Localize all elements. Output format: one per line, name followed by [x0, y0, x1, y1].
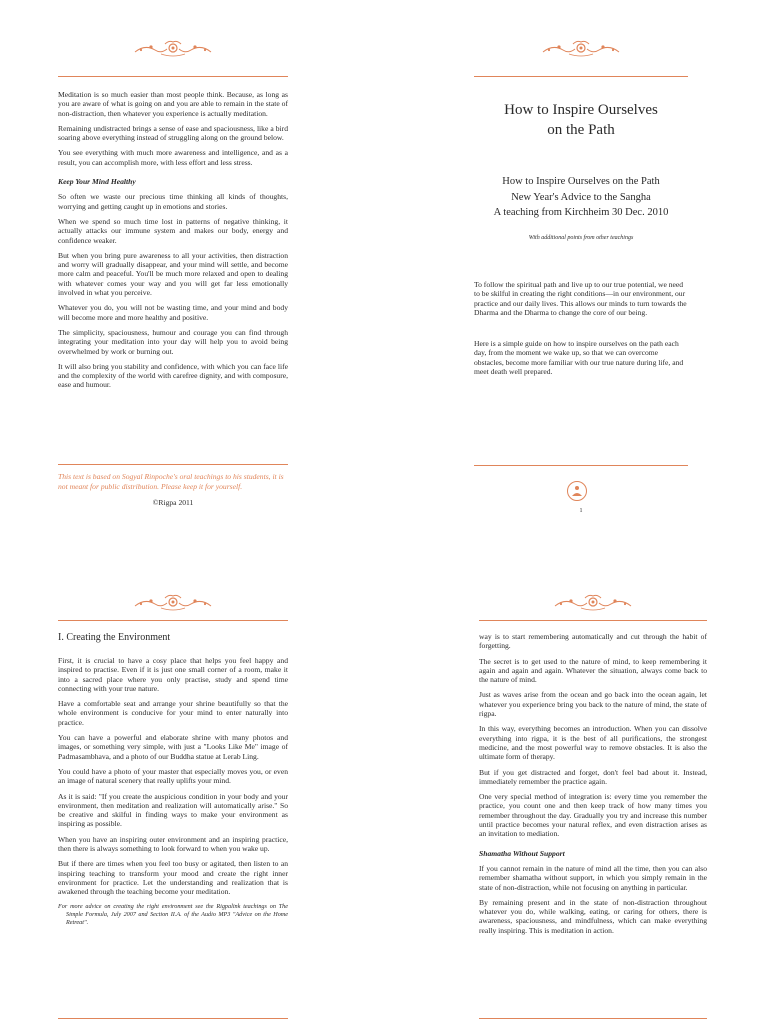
page-title [474, 100, 688, 140]
rigpa-logo-icon [567, 481, 587, 501]
section-heading: Shamatha Without Support [479, 848, 565, 858]
paragraph: The secret is to get used to the nature of mind, to keep remembering it again and again and again. Whatever the situation, always come back to the nature of mind. [479, 656, 707, 685]
page-4-body [479, 632, 707, 941]
paragraph: Meditation is so much easier than most people think. Because, as long as you are aware of what is going on and you are able to remain in the state of non-distraction, then whatever you experience is actually meditation. [58, 90, 288, 118]
divider [479, 1018, 707, 1019]
page-1-body [58, 90, 288, 396]
divider [474, 465, 688, 466]
paragraph: way is to start remembering automatically and cut through the habit of forgetting. [479, 632, 707, 651]
paragraph: One very special method of integration is: every time you remember the practice, you count one and then keep track of how many times you remember throughout the day. Gradually you try and increase this number until practice becomes your natural reflex, and even distraction arises as an invitation to mediation. [479, 792, 707, 839]
paragraph: But if there are times when you feel too busy or agitated, then listen to an inspiring teaching to transform your mood and create the right inner environment for practice. Let the understanding and realization that is awakened through the teaching become your meditation. [58, 859, 288, 897]
ornament-icon [474, 38, 688, 62]
intro-block [474, 280, 688, 398]
paragraph: So often we waste our precious time thinking all kinds of thoughts, worrying and getting caught up in emotions and stories. [58, 192, 288, 211]
divider [479, 620, 707, 621]
paragraph: To follow the spiritual path and live up to our true potential, we need to be skilful in creating the right conditions—in our environment, our practice and our daily lives. This allows our minds to turn towards the Dharma and the Dharma to change the core of our being. [474, 280, 687, 317]
paragraph: You see everything with much more awareness and intelligence, and as a result, you can accomplish more, with less effort and less stress. [58, 148, 288, 167]
subtitle-line: A teaching from Kirchheim 30 Dec. 2010 [493, 207, 669, 218]
title-line: on the Path [547, 122, 615, 138]
paragraph: When we spend so much time lost in patterns of negative thinking, it actually attacks our immune system and makes our body, energy and confidence weaker. [58, 216, 288, 245]
footnote-text: For more advice on creating the right environment see the Rigpalink teachings on The Simple Formula, July 2007 and Section II.A. of the Audio MP3 "Advice on the Home Retreat". [58, 902, 288, 926]
subtitle-line: New Year's Advice to the Sangha [511, 191, 651, 203]
paragraph: Remaining undistracted brings a sense of ease and spaciousness, like a bird soaring above everything instead of struggling along on the ground below. [58, 123, 288, 143]
copyright: ©Rigpa 2011 [152, 498, 194, 507]
paragraph: The simplicity, spaciousness, humour and courage you can find through integrating your meditation into your day will help you to avoid being overwhelmed by work or burning out. [58, 327, 288, 356]
paragraph: Just as waves arise from the ocean and go back into the ocean again, let whatever you experience bring you back to the nature of mind, the state of rigpa. [479, 690, 707, 719]
paragraph: Have a comfortable seat and arrange your shrine beautifully so that the whole environment is conducive for your mind to enter naturally into practice. [58, 699, 288, 727]
paragraph: If you cannot remain in the nature of mind all the time, then you can also remember shamatha without support, in which you simply remain in the state of non-distraction, while not focusing on anything in particular. [479, 863, 707, 892]
paragraph: In this way, everything becomes an introduction. When you can dissolve everything into rigpa, it is the best of all purifications, the strongest medicine, and the most powerful way to remove obstacles. It is also the ultimate form of therapy. [479, 724, 707, 762]
paragraph: First, it is crucial to have a cosy place that helps you feel happy and inspired to practise. Even if it is just one small corner of a room, make it into a sacred place where you only practise, study and spend time connecting with your true nature. [58, 656, 288, 693]
ornament-icon [58, 38, 288, 62]
paragraph: Here is a simple guide on how to inspire ourselves on the path each day, from the moment we wake up, so that we can overcome obstacles, become more familiar with our true nature during life, and meet death well prepared. [474, 339, 684, 377]
paragraph: As it is said: "If you create the auspicious condition in your body and your environment, then meditation and realization will automatically arise." So be creative and skilful in finding ways to make your environment as inspiring as possible. [58, 791, 288, 829]
divider [474, 76, 688, 77]
footnote [58, 902, 288, 927]
page-3-body [58, 656, 288, 927]
paragraph: You can have a powerful and elaborate shrine with many photos and images, or something very simple, with just a "Looks Like Me" image of Padmasambhava, and a photo of our Buddha statue at Lerab Ling. [58, 733, 288, 761]
section-title: I. Creating the Environment [58, 632, 171, 643]
paragraph: When you have an inspiring outer environment and an inspiring practice, then there is always something to look forward to when you wake up. [58, 834, 288, 854]
ornament-icon [58, 592, 288, 616]
paragraph: But if you get distracted and forget, don't feel bad about it. Instead, immediately remember the practice again. [479, 767, 707, 786]
paragraph: Whatever you do, you will not be wasting time, and your mind and body will become more and more healthy and positive. [58, 303, 288, 322]
additional-note: With additional points from other teachings [528, 235, 634, 241]
divider [58, 464, 288, 465]
divider [58, 620, 288, 621]
ornament-icon [479, 592, 707, 616]
page-number: 1 [579, 508, 583, 514]
paragraph: By remaining present and in the state of non-distraction throughout whatever you do, while walking, eating, or caring for others, there is awareness, spaciousness, and mindfulness, which can make everything really inspiring. This is meditation in action. [479, 897, 707, 935]
subtitle-line: How to Inspire Ourselves on the Path [502, 176, 660, 187]
subtitle-block [474, 174, 688, 221]
distribution-notice: This text is based on Sogyal Rinpoche's oral teachings to his students, it is not meant for public distribution. Please keep it for yourself. [58, 472, 284, 491]
title-line: How to Inspire Ourselves [504, 102, 658, 118]
paragraph: But when you bring pure awareness to all your activities, then distraction and worry will gradually disappear, and your mind will settle, and become more calm and peaceful. You'll be much more relaxed and open to dealing with whatever comes your way and you will get far less emotionally involved in what you perceive. [58, 250, 288, 298]
paragraph: You could have a photo of your master that especially moves you, or even an image of natural scenery that really uplifts your mind. [58, 766, 288, 786]
paragraph: It will also bring you stability and confidence, with which you can face life and the complexity of the world with carefree dignity, and with composure, ease and humour. [58, 361, 288, 390]
divider [58, 76, 288, 77]
section-heading: Keep Your Mind Healthy [58, 177, 136, 187]
divider [58, 1018, 288, 1019]
